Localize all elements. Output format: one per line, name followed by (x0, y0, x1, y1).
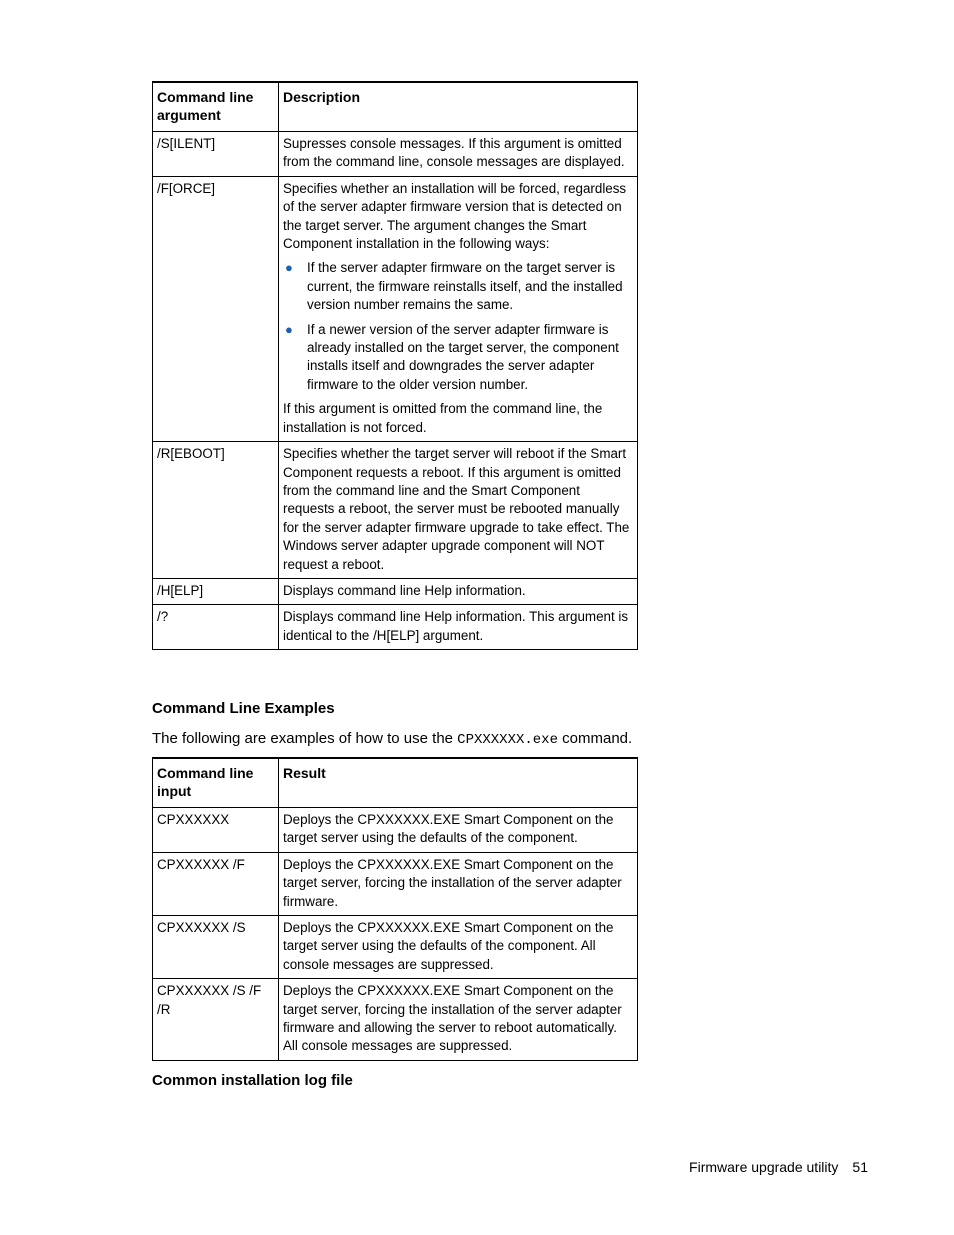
result-cell: Deploys the CPXXXXXX.EXE Smart Component on the target server, forcing the installation of the server adapter firmware and allowing the server to reboot automatically. All console messages are suppressed. (279, 979, 638, 1061)
argument-cell: /S[ILENT] (153, 132, 279, 177)
description-cell: Displays command line Help information. (279, 578, 638, 604)
list-item (283, 321, 633, 395)
column-header-input: Command line input (153, 758, 279, 808)
footer-title: Firmware upgrade utility (689, 1159, 839, 1175)
examples-intro (152, 730, 632, 748)
section-heading-examples: Command Line Examples (152, 700, 335, 717)
table-row (153, 605, 638, 650)
result-cell: Deploys the CPXXXXXX.EXE Smart Component on the target server using the defaults of the component. (279, 808, 638, 853)
result-cell: Deploys the CPXXXXXX.EXE Smart Component on the target server using the defaults of the component. All console messages are suppressed. (279, 916, 638, 979)
list-item (283, 259, 633, 314)
input-cell: CPXXXXXX (153, 808, 279, 853)
table-row (153, 578, 638, 604)
intro-text-before: The following are examples of how to use the (152, 730, 458, 747)
description-cell: Displays command line Help information. This argument is identical to the /H[ELP] argument. (279, 605, 638, 650)
arguments-table (152, 81, 638, 650)
table-header-row (153, 758, 638, 808)
input-cell: CPXXXXXX /S /F /R (153, 979, 279, 1061)
section-heading-log-file: Common installation log file (152, 1072, 353, 1089)
page-number: 51 (852, 1159, 868, 1175)
description-cell: Supresses console messages. If this argument is omitted from the command line, console messages are displayed. (279, 132, 638, 177)
table-row (153, 852, 638, 915)
table-row (153, 808, 638, 853)
examples-table (152, 757, 638, 1061)
table-row (153, 442, 638, 579)
argument-cell: /F[ORCE] (153, 176, 279, 441)
bullet-dot-icon: ● (285, 321, 293, 337)
table-header-row (153, 82, 638, 132)
table-row (153, 176, 638, 441)
column-header-description: Description (279, 82, 638, 132)
argument-cell: /H[ELP] (153, 578, 279, 604)
table-row (153, 916, 638, 979)
input-cell: CPXXXXXX /S (153, 916, 279, 979)
argument-cell: /? (153, 605, 279, 650)
input-cell: CPXXXXXX /F (153, 852, 279, 915)
intro-command-code: CPXXXXXX.exe (457, 732, 558, 748)
list-item-text: If the server adapter firmware on the target server is current, the firmware reinstalls itself, and the installed version number remains the same. (307, 260, 623, 313)
page-footer (689, 1159, 868, 1175)
intro-text-after: command. (558, 730, 633, 747)
description-cell: Specifies whether the target server will reboot if the Smart Component requests a reboot. If this argument is omitted from the command line and the Smart Component requests a reboot, the server must be rebooted manually for the server adapter firmware upgrade to take effect. The Windows server adapter upgrade component will NOT request a reboot. (279, 442, 638, 579)
description-text: Specifies whether an installation will be forced, regardless of the server adapter firmware version that is detected on the target server. The argument changes the Smart Component installation in the following ways: (283, 180, 627, 252)
result-cell: Deploys the CPXXXXXX.EXE Smart Component on the target server, forcing the installation of the server adapter firmware. (279, 852, 638, 915)
argument-cell: /R[EBOOT] (153, 442, 279, 579)
list-item-text: If a newer version of the server adapter firmware is already installed on the target server, the component installs itself and downgrades the server adapter firmware to the older version number. (307, 321, 619, 392)
bullet-dot-icon: ● (285, 260, 293, 276)
column-header-result: Result (279, 758, 638, 808)
bullet-list (283, 259, 633, 394)
table-row (153, 132, 638, 177)
table-row (153, 979, 638, 1061)
column-header-argument: Command line argument (153, 82, 279, 132)
description-cell (279, 176, 638, 441)
description-note: If this argument is omitted from the command line, the installation is not forced. (283, 401, 603, 435)
